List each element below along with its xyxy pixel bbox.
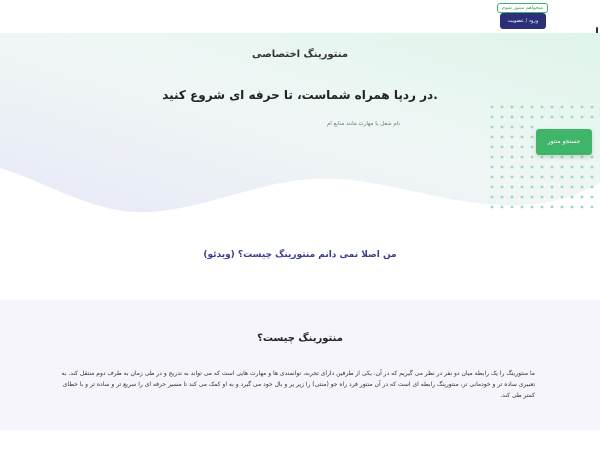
- login-signup-button[interactable]: ورود / عضویت: [500, 13, 546, 29]
- search-input[interactable]: [220, 117, 400, 131]
- what-is-mentoring-video-link[interactable]: من اصلا نمی دانم منتورینگ چیست؟ (ویدئو): [203, 250, 397, 260]
- search-mentor-button[interactable]: جستجو منتور: [536, 129, 592, 155]
- section-body: ما منتورینگ را یک رابطه میان دو نفر در نظر می گیریم که در آن، یکی از طرفین دارای تجربه، توانمندی ها و مهارت هایی است که می تواند به تدریج و در طی زمان به طرف دوم منتقل کند. به تعبیری ساده تر و خودمانی تر، منتورینگ رابطه ای است که در آن منتور فرد راه جو (منتی) را زیر پر و بال خود می گیرد و به او کمک می کند تا مسیر حرفه ای را سریع تر و ساده تر و با خطای کمتر طی کند.: [61, 370, 535, 399]
- what-is-mentoring-section: [0, 300, 600, 430]
- top-bar: [0, 0, 600, 33]
- hero-subtitle: در ردپا همراه شماست، تا حرفه ای شروع کنید.: [162, 88, 438, 102]
- section-title: منتورینگ چیست؟: [257, 333, 343, 344]
- become-mentor-button[interactable]: میخواهم منتور شوم: [497, 3, 548, 13]
- hero-title: منتورینگ اختصاصی: [251, 49, 349, 60]
- hero-section: [0, 33, 600, 218]
